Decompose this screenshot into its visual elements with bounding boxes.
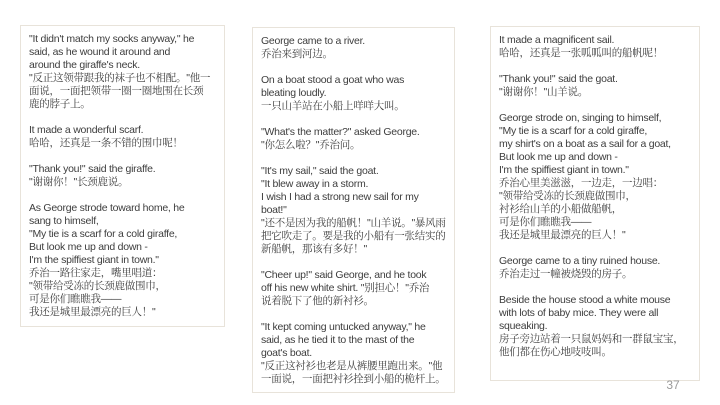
text-line: I'm the spiffiest giant in town." (499, 164, 629, 176)
text-line: "My tie is a scarf for a cold giraffe, (499, 125, 648, 137)
text-line: sang to himself, (29, 215, 99, 227)
text-line: "Thank you!" said the goat. (499, 73, 618, 85)
text-line: George came to a river. (261, 35, 365, 47)
text-line: 新船帆，那该有多好！" (261, 243, 367, 255)
page-number: 37 (666, 378, 680, 392)
text-line: 一面说，一面把衬衫拴到小船的桅杆上。 (261, 373, 446, 385)
text-line: 可是你们瞧瞧我—— (499, 216, 592, 228)
paragraph (261, 35, 446, 61)
text-line: "What's the matter?" asked George. (261, 126, 420, 138)
paragraph (499, 255, 691, 281)
paragraph (29, 202, 216, 319)
text-line: my shirt's on a boat as a sail for a goat, (499, 138, 671, 150)
text-line: George came to a tiny ruined house. (499, 255, 661, 267)
text-box-right (490, 26, 700, 381)
text-line: 鹿的脖子上。 (29, 98, 91, 110)
text-line: said, as he wound it around and (29, 46, 171, 58)
text-line: with lots of baby mice. They were all (499, 307, 659, 319)
text-line: On a boat stood a goat who was (261, 74, 405, 86)
text-line: 一只山羊站在小船上咩咩大叫。 (261, 100, 405, 112)
text-line: 哈哈，还真是一条不错的围巾呢！ (29, 137, 183, 149)
text-line: "你怎么啦？"乔治问。 (261, 139, 361, 151)
text-line: "反正这领带跟我的袜子也不相配。"他一 (29, 72, 211, 84)
text-line: around the giraffe's neck. (29, 59, 140, 71)
text-line: "It's my sail," said the goat. (261, 165, 379, 177)
text-line: 房子旁边站着一只鼠妈妈和一群鼠宝宝， (499, 333, 684, 345)
text-line: "It kept coming untucked anyway," he (261, 321, 426, 333)
text-line: But look me up and down - (29, 241, 148, 253)
text-line: 乔治一路往家走，嘴里唱道： (29, 267, 163, 279)
text-line: "谢谢你！"山羊说。 (499, 86, 588, 98)
text-line: "Cheer up!" said George, and he took (261, 269, 427, 281)
paragraph (261, 269, 446, 308)
text-line: said, as he tied it to the mast of the (261, 334, 415, 346)
paragraph (499, 294, 691, 359)
text-line: "领带给受冻的长颈鹿做围巾， (29, 280, 166, 292)
text-box-left (20, 25, 225, 327)
text-line: 把它吹走了。要是我的小船有一张结实的 (261, 230, 446, 242)
text-line: Beside the house stood a white mouse (499, 294, 671, 306)
text-line: 乔治来到河边。 (261, 48, 333, 60)
text-line: "It didn't match my socks anyway," he (29, 33, 195, 45)
paragraph (499, 73, 691, 99)
text-line: "谢谢你！"长颈鹿说。 (29, 176, 129, 188)
text-line: "My tie is a scarf for a cold giraffe, (29, 228, 178, 240)
text-line: 可是你们瞧瞧我—— (29, 293, 122, 305)
text-line: 面说，一面把领带一圈一圈地围在长颈 (29, 85, 204, 97)
text-line: I wish I had a strong new sail for my (261, 191, 419, 203)
text-line: squeaking. (499, 320, 548, 332)
text-line: "It blew away in a storm. (261, 178, 369, 190)
text-line: 我还是城里最漂亮的巨人！" (499, 229, 626, 241)
text-line: 哈哈，还真是一张呱呱叫的船帆呢！ (499, 47, 663, 59)
paragraph (499, 112, 691, 242)
paragraph (499, 34, 691, 60)
text-line: "还不是因为我的船帆！"山羊说。"暴风雨 (261, 217, 446, 229)
text-line: "Thank you!" said the giraffe. (29, 163, 156, 175)
text-line: 乔治走过一幢被烧毁的房子。 (499, 268, 633, 280)
text-line: bleating loudly. (261, 87, 327, 99)
text-line: "反正这衬衫也老是从裤腰里跑出来。"他 (261, 360, 443, 372)
text-line: 我还是城里最漂亮的巨人！" (29, 306, 156, 318)
text-line: As George strode toward home, he (29, 202, 185, 214)
text-line: "领带给受冻的长颈鹿做围巾， (499, 190, 636, 202)
text-line: 说着脱下了他的新衬衫。 (261, 295, 374, 307)
paragraph (261, 74, 446, 113)
paragraph (29, 124, 216, 150)
text-line: 乔治心里美滋滋，一边走，一边唱： (499, 177, 663, 189)
paragraph (261, 165, 446, 256)
paragraph (29, 33, 216, 111)
text-line: 衬衫给山羊的小船做船帆， (499, 203, 622, 215)
text-line: But look me up and down - (499, 151, 618, 163)
text-line: boat!" (261, 204, 287, 216)
paragraph (29, 163, 216, 189)
text-line: 他们都在伤心地吱吱叫。 (499, 346, 612, 358)
paragraph (261, 321, 446, 386)
text-line: off his new white shirt. "别担心！"乔治 (261, 282, 430, 294)
text-box-middle (252, 27, 455, 393)
text-line: I'm the spiffiest giant in town." (29, 254, 159, 266)
text-line: It made a magnificent sail. (499, 34, 615, 46)
text-line: George strode on, singing to himself, (499, 112, 662, 124)
paragraph (261, 126, 446, 152)
text-line: goat's boat. (261, 347, 312, 359)
text-line: It made a wonderful scarf. (29, 124, 144, 136)
